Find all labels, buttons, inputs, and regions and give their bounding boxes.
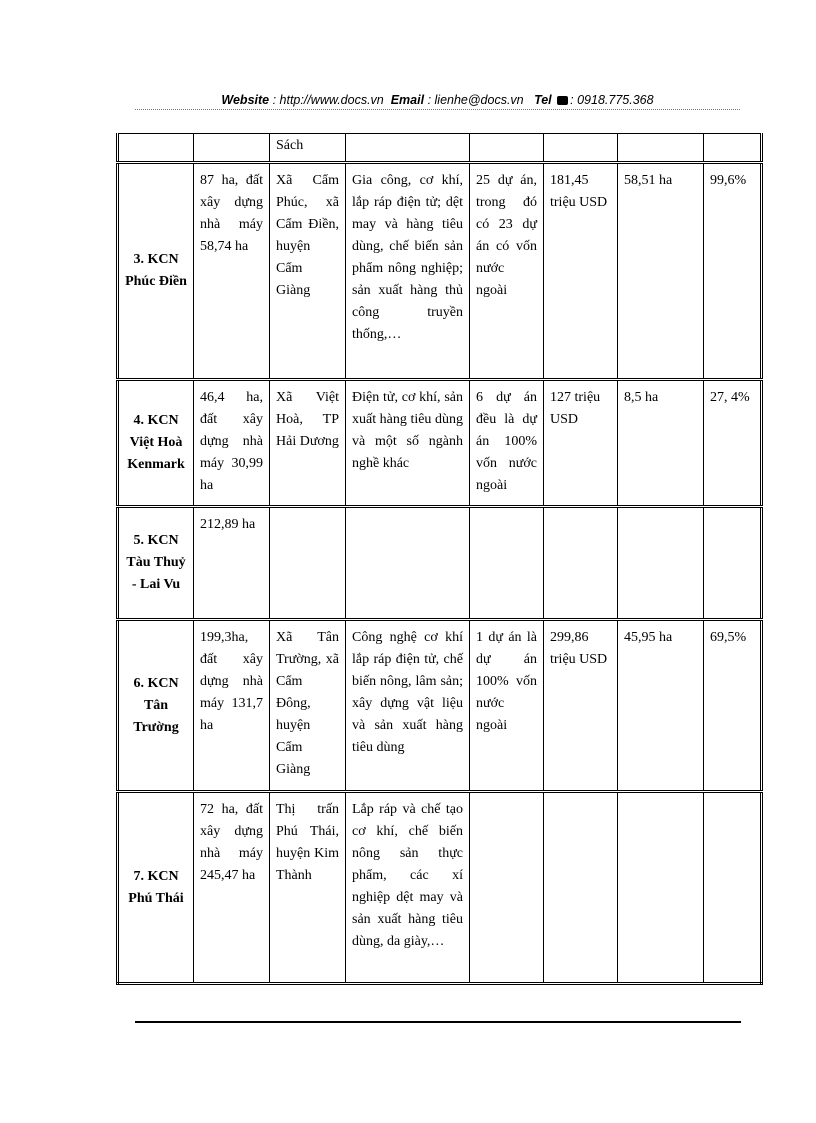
capital-cell bbox=[544, 792, 618, 984]
occupancy-rate-cell: 27, 4% bbox=[704, 380, 762, 507]
location-cell: Xã Cẩm Phúc, xã Cẩm Điền, huyện Cẩm Giàng bbox=[270, 163, 346, 380]
area-cell: 87 ha, đất xây dựng nhà máy 58,74 ha bbox=[194, 163, 270, 380]
projects-cell: 25 dự án, trong đó có 23 dự án có vốn nước ngoài bbox=[470, 163, 544, 380]
area-cell: 46,4 ha, đất xây dựng nhà máy 30,99 ha bbox=[194, 380, 270, 507]
industries-cell: Điện tử, cơ khí, sản xuất hàng tiêu dùng và một số ngành nghề khác bbox=[346, 380, 470, 507]
table-cell bbox=[544, 134, 618, 163]
table-cell bbox=[346, 134, 470, 163]
table-row bbox=[118, 620, 762, 792]
area-cell: 72 ha, đất xây dựng nhà máy 245,47 ha bbox=[194, 792, 270, 984]
projects-cell: 6 dự án đều là dự án 100% vốn nước ngoài bbox=[470, 380, 544, 507]
website-label: Website bbox=[221, 93, 270, 107]
industries-cell: Công nghệ cơ khí lắp ráp điện tử, chế biến nông, lâm sản; xây dựng vật liệu và sản xuất hàng tiêu dùng bbox=[346, 620, 470, 792]
occupancy-rate-cell bbox=[704, 792, 762, 984]
location-cell: Xã Việt Hoà, TP Hải Dương bbox=[270, 380, 346, 507]
leased-area-cell: 45,95 ha bbox=[618, 620, 704, 792]
table-row bbox=[118, 507, 762, 620]
page-header bbox=[135, 90, 740, 110]
table-cell bbox=[194, 134, 270, 163]
projects-cell bbox=[470, 507, 544, 620]
capital-cell: 181,45 triệu USD bbox=[544, 163, 618, 380]
table-row bbox=[118, 792, 762, 984]
location-cell: Sách bbox=[270, 134, 346, 163]
table-row bbox=[118, 163, 762, 380]
zone-name-cell: 3. KCN Phúc Điền bbox=[118, 163, 194, 380]
capital-cell bbox=[544, 507, 618, 620]
industrial-zones-table bbox=[116, 133, 763, 985]
industries-cell: Lắp ráp và chế tạo cơ khí, chế biến nông sản thực phẩm, các xí nghiệp dệt may và sản xuất hàng tiêu dùng, da giày,… bbox=[346, 792, 470, 984]
zone-name-cell: 7. KCN Phú Thái bbox=[118, 792, 194, 984]
leased-area-cell: 58,51 ha bbox=[618, 163, 704, 380]
zone-name-cell: 6. KCN Tân Trường bbox=[118, 620, 194, 792]
table-cell bbox=[118, 134, 194, 163]
table-cell bbox=[470, 134, 544, 163]
location-cell bbox=[270, 507, 346, 620]
email-label: Email bbox=[390, 93, 425, 107]
occupancy-rate-cell: 99,6% bbox=[704, 163, 762, 380]
zone-name-cell: 5. KCN Tàu Thuỷ - Lai Vu bbox=[118, 507, 194, 620]
occupancy-rate-cell: 69,5% bbox=[704, 620, 762, 792]
location-cell: Xã Tân Trường, xã Cẩm Đông, huyện Cẩm Giàng bbox=[270, 620, 346, 792]
occupancy-rate-cell bbox=[704, 507, 762, 620]
zone-name-cell: 4. KCN Việt Hoà Kenmark bbox=[118, 380, 194, 507]
table-cell bbox=[704, 134, 762, 163]
industries-cell bbox=[346, 507, 470, 620]
email-value: : lienhe@docs.vn bbox=[427, 93, 524, 107]
projects-cell: 1 dự án là dự án 100% vốn nước ngoài bbox=[470, 620, 544, 792]
table-cell bbox=[618, 134, 704, 163]
leased-area-cell: 8,5 ha bbox=[618, 380, 704, 507]
capital-cell: 299,86 triệu USD bbox=[544, 620, 618, 792]
leased-area-cell bbox=[618, 507, 704, 620]
industries-cell: Gia công, cơ khí, lắp ráp điện tử; dệt may và hàng tiêu dùng, chế biến sản phẩm nông nghiệp; sản xuất hàng thủ công truyền thống,… bbox=[346, 163, 470, 380]
table-row bbox=[118, 380, 762, 507]
table-row bbox=[118, 134, 762, 163]
tel-value: : 0918.775.368 bbox=[570, 93, 654, 107]
capital-cell: 127 triệu USD bbox=[544, 380, 618, 507]
phone-icon bbox=[557, 96, 568, 105]
location-cell: Thị trấn Phú Thái, huyện Kim Thành bbox=[270, 792, 346, 984]
tel-label: Tel bbox=[534, 93, 552, 107]
leased-area-cell bbox=[618, 792, 704, 984]
website-value: : http://www.docs.vn bbox=[272, 93, 384, 107]
footer-divider bbox=[135, 1021, 741, 1023]
area-cell: 199,3ha, đất xây dựng nhà máy 131,7 ha bbox=[194, 620, 270, 792]
area-cell: 212,89 ha bbox=[194, 507, 270, 620]
projects-cell bbox=[470, 792, 544, 984]
header-divider bbox=[135, 109, 740, 110]
